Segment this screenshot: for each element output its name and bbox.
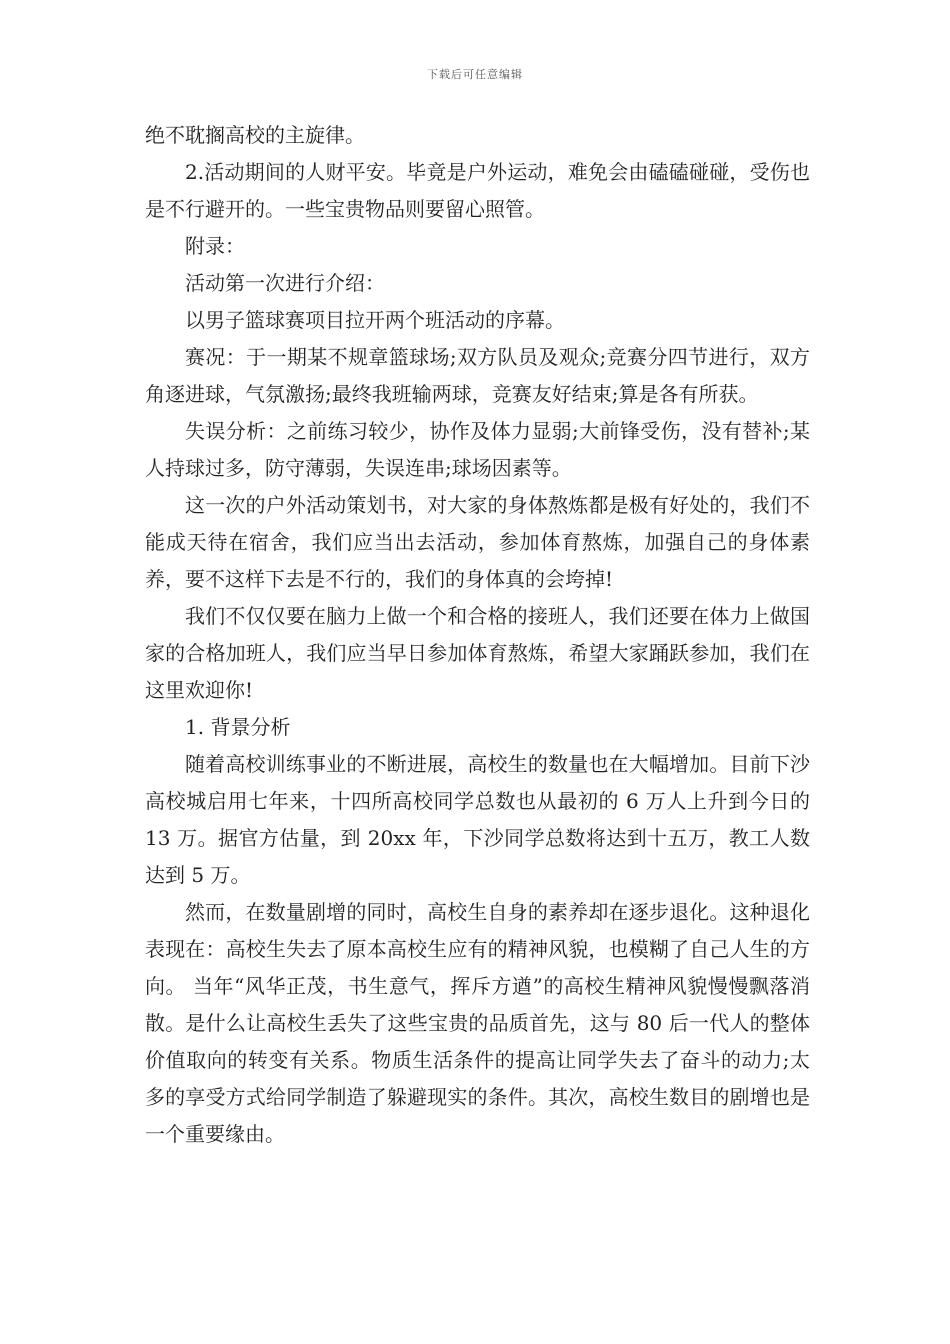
paragraph: 附录： <box>185 234 245 258</box>
paragraph: 赛况：于一期某不规章篮球场;双方队员及观众;竞赛分四节进行，双方角逐进球，气氛激扬;最终我班输两球，竞赛友好结束;算是各有所获。 <box>145 345 810 406</box>
paragraph: 以男子篮球赛项目拉开两个班活动的序幕。 <box>185 308 565 332</box>
page-header: 下载后可任意编辑 <box>427 68 523 81</box>
document-body <box>145 117 810 1153</box>
paragraph: 2.活动期间的人财平安。毕竟是户外运动，难免会由磕磕碰碰，受伤也是不行避开的。一些宝贵物品则要留心照管。 <box>145 160 810 221</box>
paragraph: 失误分析：之前练习较少，协作及体力显弱;大前锋受伤，没有替补;某人持球过多，防守薄弱，失误连串;球场因素等。 <box>145 419 810 480</box>
paragraph: 随着高校训练事业的不断进展，高校生的数量也在大幅增加。目前下沙高校城启用七年来，十四所高校同学总数也从最初的 6 万人上升到今日的 13 万。据官方估量，到 20xx 年，下沙同学总数将达到十五万，教工人数达到 5 万。 <box>145 752 810 887</box>
paragraph: 活动第一次进行介绍： <box>185 271 385 295</box>
paragraph: 然而，在数量剧增的同时，高校生自身的素养却在逐步退化。这种退化表现在：高校生失去了原本高校生应有的精神风貌，也模糊了自己人生的方向。 当年“风华正茂，书生意气，挥斥方遒”的高校生精神风貌慢慢飘落消散。是什么让高校生丢失了这些宝贵的品质首先，这与 80 后一代人的整体价值取向的转变有关系。物质生活条件的提高让同学失去了奋斗的动力;太多的享受方式给同学制造了躲避现实的条件。其次，高校生数目的剧增也是一个重要缘由。 <box>145 900 810 1146</box>
paragraph: 绝不耽搁高校的主旋律。 <box>145 123 365 147</box>
section-heading: 1. 背景分析 <box>185 715 291 739</box>
paragraph: 这一次的户外活动策划书，对大家的身体熬炼都是极有好处的，我们不能成天待在宿舍，我们应当出去活动，参加体育熬炼，加强自己的身体素养，要不这样下去是不行的，我们的身体真的会垮掉! <box>145 493 810 591</box>
paragraph: 我们不仅仅要在脑力上做一个和合格的接班人，我们还要在体力上做国家的合格加班人，我们应当早日参加体育熬炼，希望大家踊跃参加，我们在这里欢迎你! <box>145 604 810 702</box>
